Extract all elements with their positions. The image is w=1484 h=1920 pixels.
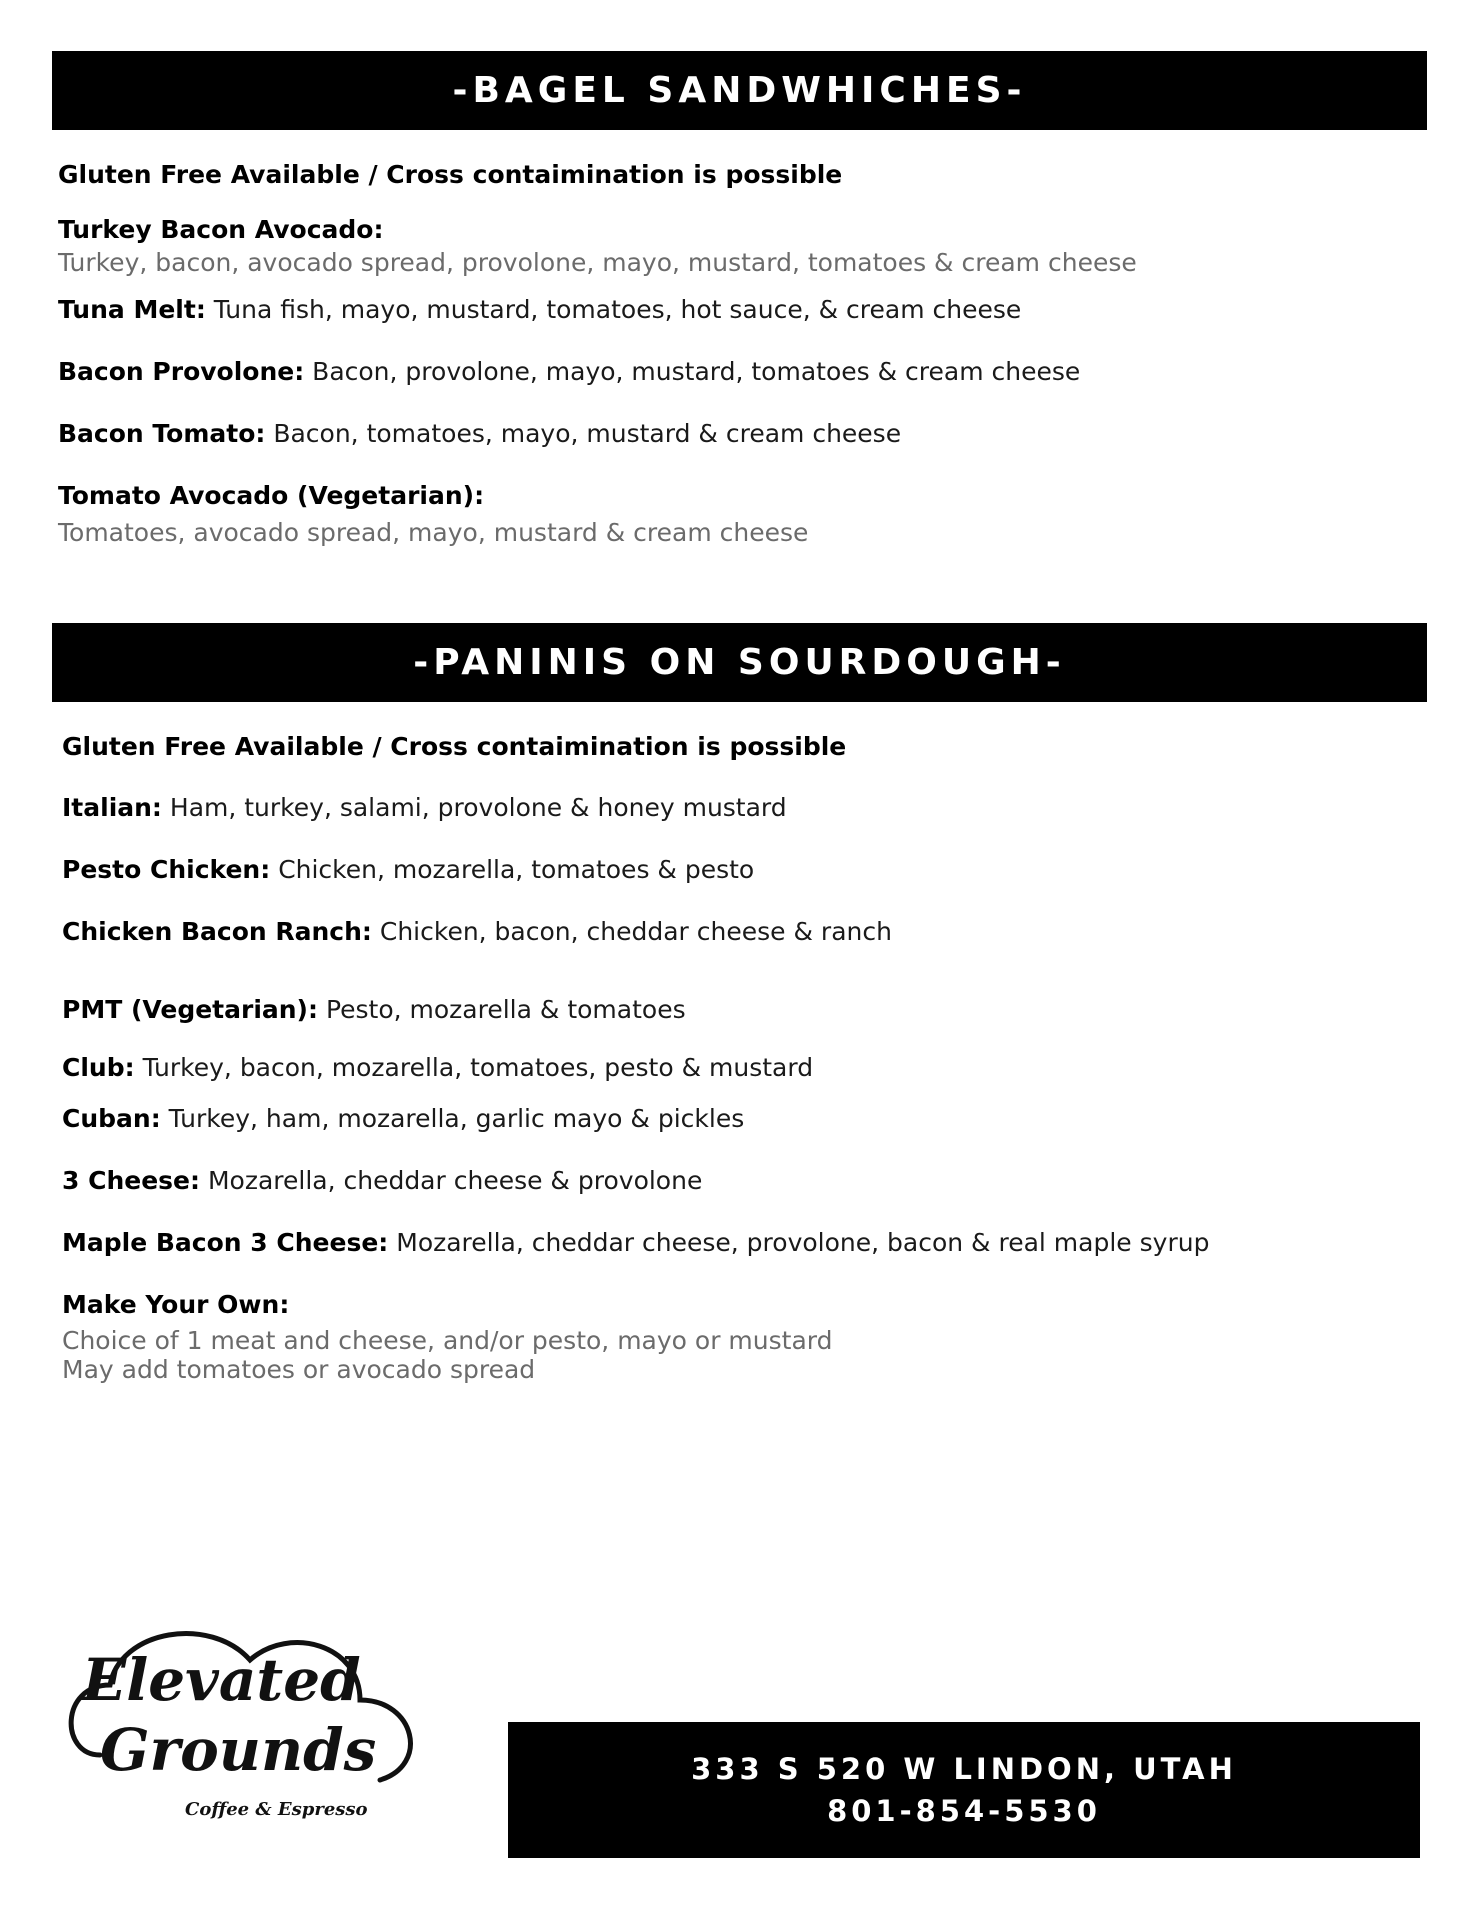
panini-gluten-note: Gluten Free Available / Cross contaimination is possible <box>62 732 847 761</box>
menu-item-name: Tomato Avocado (Vegetarian): <box>58 481 485 510</box>
menu-item <box>62 793 787 823</box>
menu-item <box>62 1166 702 1196</box>
menu-item <box>62 1053 813 1083</box>
menu-item-description: Bacon, tomatoes, mayo, mustard & cream cheese <box>273 419 902 448</box>
menu-item-name: Club: <box>62 1053 135 1082</box>
menu-item-description: Turkey, bacon, mozarella, tomatoes, pesto & mustard <box>142 1053 814 1082</box>
menu-item-name: Turkey Bacon Avocado: <box>58 215 384 244</box>
menu-item-description: Chicken, bacon, cheddar cheese & ranch <box>379 917 892 946</box>
menu-item-description: Mozarella, cheddar cheese, provolone, bacon & real maple syrup <box>396 1228 1210 1257</box>
bagel-section-header <box>52 51 1427 130</box>
menu-item <box>62 1228 1209 1258</box>
menu-item-description-2: May add tomatoes or avocado spread <box>62 1355 536 1384</box>
elevated-grounds-logo <box>60 1605 440 1840</box>
menu-item <box>58 357 1080 387</box>
menu-item-name: Bacon Provolone: <box>58 357 305 386</box>
menu-item-name: PMT (Vegetarian): <box>62 995 318 1024</box>
bagel-gluten-note: Gluten Free Available / Cross contaimination is possible <box>58 160 843 189</box>
menu-item-description: Bacon, provolone, mayo, mustard, tomatoes & cream cheese <box>312 357 1081 386</box>
menu-item <box>58 295 1021 325</box>
menu-item-name: Make Your Own: <box>62 1290 290 1319</box>
logo-line-1: Elevated <box>82 1646 361 1714</box>
logo-line-3: Coffee & Espresso <box>185 1799 368 1820</box>
menu-item <box>58 419 901 449</box>
menu-item-name: Italian: <box>62 793 162 822</box>
phone: 801-854-5530 <box>827 1794 1101 1828</box>
menu-item-description: Mozarella, cheddar cheese & provolone <box>207 1166 703 1195</box>
contact-box <box>508 1722 1420 1858</box>
menu-item-description: Turkey, bacon, avocado spread, provolone, mayo, mustard, tomatoes & cream cheese <box>58 248 1137 277</box>
menu-item-description: Choice of 1 meat and cheese, and/or pesto, mayo or mustard <box>62 1326 833 1355</box>
menu-item <box>62 1104 744 1134</box>
menu-item <box>62 855 754 885</box>
address: 333 S 520 W LINDON, UTAH <box>691 1752 1237 1786</box>
menu-item <box>62 995 686 1025</box>
menu-item-description: Chicken, mozarella, tomatoes & pesto <box>278 855 755 884</box>
menu-item <box>62 917 892 947</box>
menu-item-name: Maple Bacon 3 Cheese: <box>62 1228 389 1257</box>
panini-section-header <box>52 623 1427 702</box>
menu-item-description: Tuna fish, mayo, mustard, tomatoes, hot sauce, & cream cheese <box>213 295 1022 324</box>
menu-item-name: 3 Cheese: <box>62 1166 200 1195</box>
menu-item-description: Turkey, ham, mozarella, garlic mayo & pickles <box>168 1104 745 1133</box>
logo-line-2: Grounds <box>100 1716 377 1784</box>
menu-item-description: Tomatoes, avocado spread, mayo, mustard & cream cheese <box>58 518 809 547</box>
panini-section-title: -PANINIS ON SOURDOUGH- <box>413 642 1066 683</box>
menu-item-description: Ham, turkey, salami, provolone & honey mustard <box>169 793 787 822</box>
menu-item-name: Cuban: <box>62 1104 161 1133</box>
menu-item-name: Chicken Bacon Ranch: <box>62 917 372 946</box>
menu-item-name: Bacon Tomato: <box>58 419 266 448</box>
menu-item-name: Tuna Melt: <box>58 295 206 324</box>
menu-item-description: Pesto, mozarella & tomatoes <box>325 995 686 1024</box>
bagel-section-title: -BAGEL SANDWHICHES- <box>452 70 1027 111</box>
menu-item-name: Pesto Chicken: <box>62 855 271 884</box>
